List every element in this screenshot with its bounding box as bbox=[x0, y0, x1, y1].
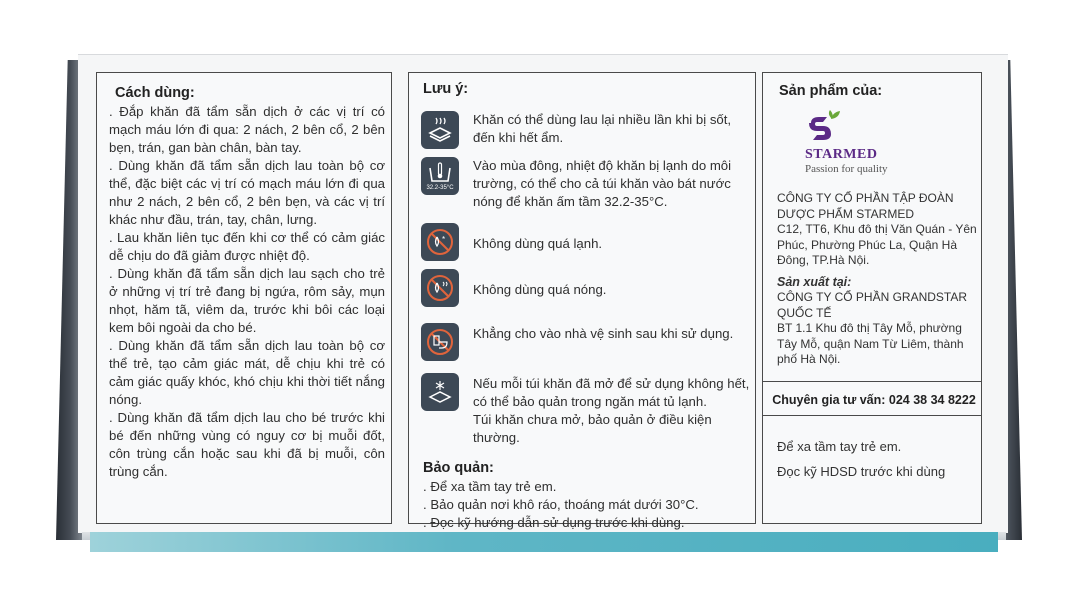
note-text: Khẳng cho vào nhà vệ sinh sau khi sử dụng. bbox=[473, 326, 734, 341]
storage-section bbox=[423, 459, 753, 532]
company-name: CÔNG TY CỔ PHẦN TẬP ĐOÀN DƯỢC PHẨM STARMED bbox=[777, 191, 954, 221]
note-text: Nếu mỗi túi khăn đã mở để sử dụng không hết, có thể bảo quản trong ngăn mát tủ lạnh. bbox=[473, 376, 750, 409]
starmed-logo-mark bbox=[805, 109, 845, 143]
warm-water-icon bbox=[421, 157, 459, 195]
note-text: Khăn có thể dùng lau lại nhiều lần khi bị sốt, đến khi hết ẩm. bbox=[473, 112, 732, 145]
storage-line: . Để xa tầm tay trẻ em. bbox=[423, 479, 557, 494]
storage-line: . Đọc kỹ hướng dẫn sử dụng trước khi dùng. bbox=[423, 515, 685, 530]
hotline: Chuyên gia tư vấn: 024 38 34 8222 bbox=[772, 393, 976, 407]
brand-slogan: Passion for quality bbox=[805, 163, 888, 175]
manufacturer-address: BT 1.1 Khu đô thị Tây Mỗ, phường Tây Mỗ, quận Nam Từ Liêm, thành phố Hà Nội. bbox=[777, 321, 964, 366]
storage-heading: Bảo quản: bbox=[423, 460, 494, 476]
note-text: Vào mùa đông, nhiệt độ khăn bị lạnh do môi trường, có thể cho cả túi khăn vào bát nước nóng để khăn ấm tầm 32.2-35°C. bbox=[473, 158, 732, 209]
reusable-towel-icon bbox=[421, 111, 459, 149]
no-cold-icon bbox=[421, 223, 459, 261]
usage-paragraph: . Dùng khăn đã tẩm sẵn dịch lau sạch cho trẻ ở những vị trí trẻ đang bị ngứa, rôm sảy, mụn nhọt, hăm tã, viêm da, trước khi bôi các loại kem bôi ngoài da cho bé. bbox=[109, 266, 385, 335]
usage-heading: Cách dùng: bbox=[115, 85, 195, 101]
manufacturer-name: CÔNG TY CỔ PHẦN GRANDSTAR QUỐC TẾ bbox=[777, 290, 968, 320]
usage-text bbox=[109, 103, 385, 481]
note-text: Túi khăn chưa mở, bảo quản ở điều kiện thường. bbox=[473, 412, 712, 445]
no-hot-icon bbox=[421, 269, 459, 307]
warning-text: Để xa tầm tay trẻ em. bbox=[777, 439, 902, 454]
usage-paragraph: . Dùng khăn đã tẩm dịch lau cho bé trước khi bé đến những vùng có nguy cơ bị muỗi đốt, côn trùng cắn hoặc sau khi đã bị muỗi, côn trùng cắn. bbox=[109, 410, 385, 479]
usage-paragraph: . Dùng khăn đã tẩm sẵn dịch lau toàn bộ cơ thể, đặc biệt các vị trí có mạch máu lớn đi qua như 2 nách, 2 bên cổ, 2 bên bẹn, và các vị trí khác như đầu, trán, tay, chân, lưng. bbox=[109, 158, 385, 227]
manufacturer-heading: Sản xuất tại: bbox=[777, 274, 852, 289]
notes-box bbox=[408, 72, 756, 530]
usage-box bbox=[96, 72, 392, 524]
company-info bbox=[777, 191, 977, 368]
notes-heading: Lưu ý: bbox=[423, 81, 469, 97]
usage-paragraph: . Lau khăn liên tục đến khi cơ thể có cảm giác dễ chịu do đã giảm được nhiệt độ. bbox=[109, 230, 385, 263]
usage-paragraph: . Đắp khăn đã tẩm sẵn dịch ở các vị trí có mạch máu lớn đi qua: 2 nách, 2 bên cổ, 2 bên bẹn, trán, gan bàn chân, bàn tay. bbox=[109, 104, 385, 155]
fridge-storage-icon bbox=[421, 373, 459, 411]
warning-text: Đọc kỹ HDSD trước khi dùng bbox=[777, 464, 946, 479]
bottom-color-strip bbox=[90, 532, 998, 552]
note-text: Không dùng quá lạnh. bbox=[473, 236, 603, 251]
temperature-label: 32.2-35°C bbox=[426, 184, 454, 191]
no-toilet-use-icon bbox=[421, 323, 459, 361]
starmed-logo bbox=[781, 109, 971, 177]
note-text: Không dùng quá nóng. bbox=[473, 282, 607, 297]
company-address: C12, TT6, Khu đô thị Văn Quán - Yên Phúc, Phường Phúc La, Quận Hà Đông, TP.Hà Nội. bbox=[777, 222, 977, 267]
divider bbox=[763, 415, 981, 416]
divider bbox=[763, 381, 981, 382]
storage-line: . Bảo quản nơi khô ráo, thoáng mát dưới 30°C. bbox=[423, 497, 699, 512]
producer-heading: Sản phẩm của: bbox=[779, 83, 883, 99]
brand-name: STARMED bbox=[805, 147, 878, 162]
usage-paragraph: . Dùng khăn đã tẩm sẵn dịch lau toàn bộ cơ thể trẻ, tạo cảm giác mát, dễ chịu khi trẻ có cảm giác quấy khóc, khó chịu khi thời tiết nắng nóng. bbox=[109, 338, 385, 407]
producer-box bbox=[762, 72, 982, 524]
svg-text:*: * bbox=[442, 235, 446, 244]
